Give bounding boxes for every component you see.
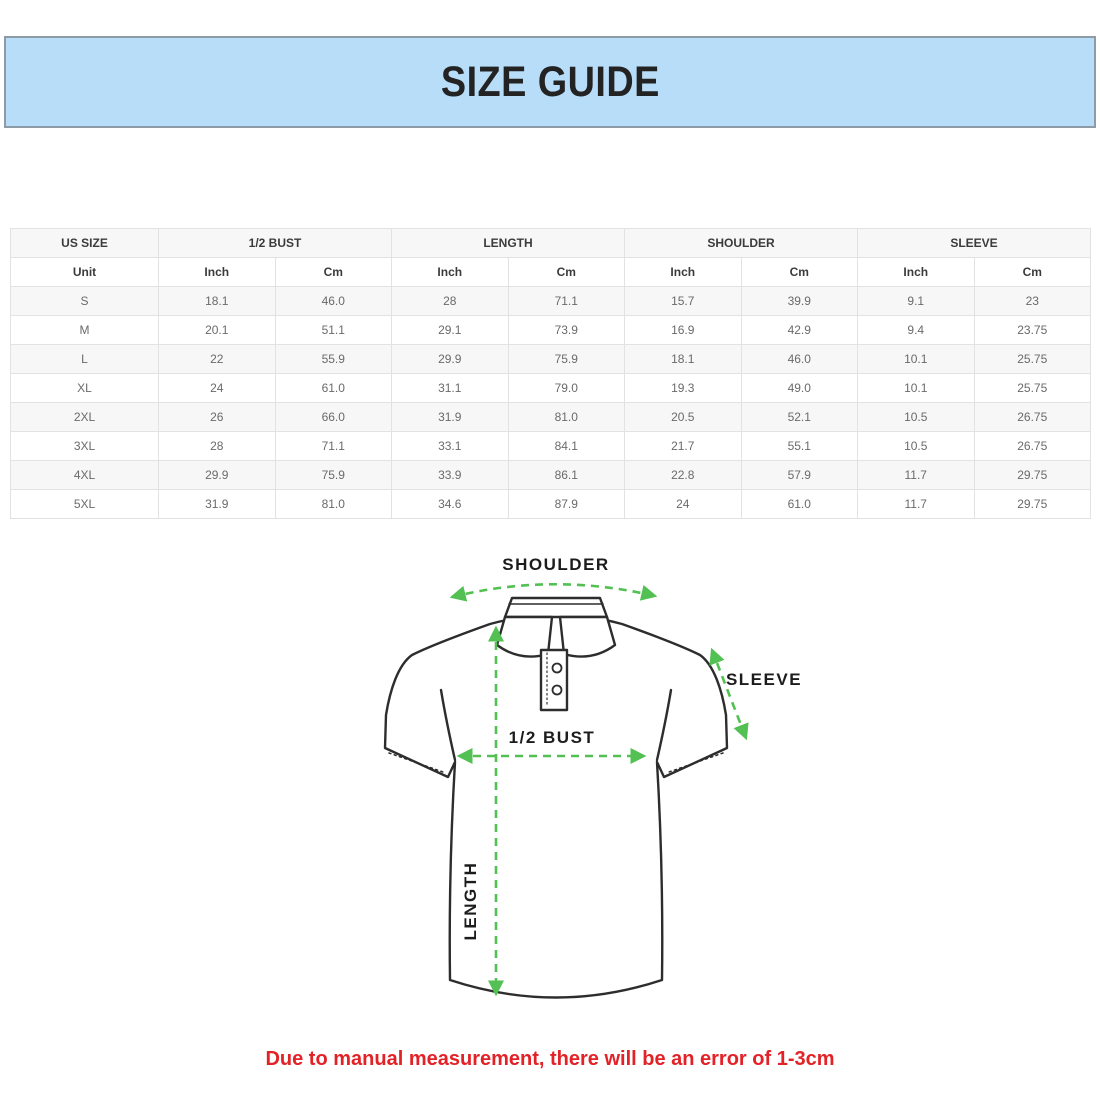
- unit-header: Cm: [974, 258, 1091, 287]
- unit-header: Inch: [625, 258, 742, 287]
- measurement-cell: 29.9: [392, 345, 509, 374]
- bust-label: 1/2 BUST: [508, 728, 596, 747]
- length-label: LENGTH: [461, 861, 480, 941]
- measurement-cell: 61.0: [275, 374, 392, 403]
- unit-header: Cm: [741, 258, 858, 287]
- table-row: [11, 316, 1091, 345]
- measurement-cell: 26.75: [974, 432, 1091, 461]
- measurement-cell: 55.1: [741, 432, 858, 461]
- measurement-cell: 10.1: [858, 345, 975, 374]
- placket: [541, 650, 567, 710]
- measurement-cell: 26.75: [974, 403, 1091, 432]
- size-cell: 4XL: [11, 461, 159, 490]
- measurement-cell: 9.4: [858, 316, 975, 345]
- measurement-error-note: Due to manual measurement, there will be an error of 1-3cm: [265, 1048, 835, 1070]
- measurement-cell: 46.0: [741, 345, 858, 374]
- table-row: [11, 461, 1091, 490]
- size-cell: S: [11, 287, 159, 316]
- page-title: SIZE GUIDE: [440, 57, 660, 106]
- measurement-cell: 29.9: [159, 461, 276, 490]
- collar-band: [505, 598, 607, 617]
- shoulder-label: SHOULDER: [502, 555, 610, 574]
- size-cell: 5XL: [11, 490, 159, 519]
- measurement-cell: 26: [159, 403, 276, 432]
- measurement-cell: 29.75: [974, 461, 1091, 490]
- measurement-cell: 19.3: [625, 374, 742, 403]
- measurement-cell: 16.9: [625, 316, 742, 345]
- measurement-cell: 66.0: [275, 403, 392, 432]
- size-cell: 3XL: [11, 432, 159, 461]
- measurement-cell: 9.1: [858, 287, 975, 316]
- measurement-cell: 42.9: [741, 316, 858, 345]
- measurement-cell: 11.7: [858, 461, 975, 490]
- table-group-row: [11, 229, 1091, 258]
- measurement-cell: 10.1: [858, 374, 975, 403]
- table-header: [11, 229, 1091, 287]
- size-cell: 2XL: [11, 403, 159, 432]
- table-unit-row: [11, 258, 1091, 287]
- column-group-header: SHOULDER: [625, 229, 858, 258]
- column-group-header: US SIZE: [11, 229, 159, 258]
- sleeve-label: SLEEVE: [725, 670, 802, 689]
- measurement-cell: 61.0: [741, 490, 858, 519]
- measurement-cell: 34.6: [392, 490, 509, 519]
- unit-header: Inch: [159, 258, 276, 287]
- measurement-cell: 73.9: [508, 316, 625, 345]
- measurement-cell: 84.1: [508, 432, 625, 461]
- measurement-cell: 71.1: [508, 287, 625, 316]
- measurement-cell: 52.1: [741, 403, 858, 432]
- measurement-cell: 22: [159, 345, 276, 374]
- measurement-cell: 81.0: [508, 403, 625, 432]
- table-row: [11, 374, 1091, 403]
- unit-header: Unit: [11, 258, 159, 287]
- table-row: [11, 403, 1091, 432]
- measurement-cell: 46.0: [275, 287, 392, 316]
- measurement-cell: 18.1: [159, 287, 276, 316]
- measurement-cell: 25.75: [974, 374, 1091, 403]
- measurement-cell: 31.9: [159, 490, 276, 519]
- column-group-header: LENGTH: [392, 229, 625, 258]
- measurement-cell: 24: [159, 374, 276, 403]
- measurement-cell: 29.1: [392, 316, 509, 345]
- measurement-cell: 15.7: [625, 287, 742, 316]
- column-group-header: 1/2 BUST: [159, 229, 392, 258]
- measurement-cell: 10.5: [858, 432, 975, 461]
- measurement-cell: 55.9: [275, 345, 392, 374]
- polo-shirt-outline: [385, 598, 727, 998]
- unit-header: Cm: [508, 258, 625, 287]
- measurement-cell: 29.75: [974, 490, 1091, 519]
- table-row: [11, 345, 1091, 374]
- measurement-cell: 33.9: [392, 461, 509, 490]
- measurement-cell: 79.0: [508, 374, 625, 403]
- size-chart-table: [10, 228, 1091, 519]
- measurement-cell: 25.75: [974, 345, 1091, 374]
- shoulder-arrow: [452, 584, 655, 597]
- measurement-cell: 31.9: [392, 403, 509, 432]
- collar-right-lapel: [560, 617, 615, 657]
- size-cell: XL: [11, 374, 159, 403]
- size-cell: M: [11, 316, 159, 345]
- unit-header: Inch: [858, 258, 975, 287]
- measurement-cell: 21.7: [625, 432, 742, 461]
- button-bottom: [553, 686, 562, 695]
- measurement-cell: 31.1: [392, 374, 509, 403]
- button-top: [553, 664, 562, 673]
- unit-header: Inch: [392, 258, 509, 287]
- measurement-cell: 57.9: [741, 461, 858, 490]
- measurement-cell: 28: [159, 432, 276, 461]
- measurement-cell: 33.1: [392, 432, 509, 461]
- measurement-cell: 86.1: [508, 461, 625, 490]
- measurement-cell: 75.9: [275, 461, 392, 490]
- measurement-cell: 87.9: [508, 490, 625, 519]
- measurement-cell: 23.75: [974, 316, 1091, 345]
- size-guide-banner: [4, 36, 1096, 128]
- table-body: [11, 287, 1091, 519]
- unit-header: Cm: [275, 258, 392, 287]
- measurement-cell: 28: [392, 287, 509, 316]
- measurement-cell: 23: [974, 287, 1091, 316]
- measurement-cell: 71.1: [275, 432, 392, 461]
- measurement-cell: 39.9: [741, 287, 858, 316]
- table-row: [11, 287, 1091, 316]
- measurement-cell: 22.8: [625, 461, 742, 490]
- measurement-cell: 11.7: [858, 490, 975, 519]
- measurement-cell: 20.1: [159, 316, 276, 345]
- measurement-cell: 49.0: [741, 374, 858, 403]
- table-row: [11, 432, 1091, 461]
- measurement-cell: 51.1: [275, 316, 392, 345]
- measurement-cell: 24: [625, 490, 742, 519]
- measurement-cell: 10.5: [858, 403, 975, 432]
- shirt-measurement-diagram: [378, 545, 802, 1050]
- table-row: [11, 490, 1091, 519]
- measurement-cell: 20.5: [625, 403, 742, 432]
- measurement-cell: 81.0: [275, 490, 392, 519]
- size-cell: L: [11, 345, 159, 374]
- column-group-header: SLEEVE: [858, 229, 1091, 258]
- measurement-cell: 75.9: [508, 345, 625, 374]
- measurement-cell: 18.1: [625, 345, 742, 374]
